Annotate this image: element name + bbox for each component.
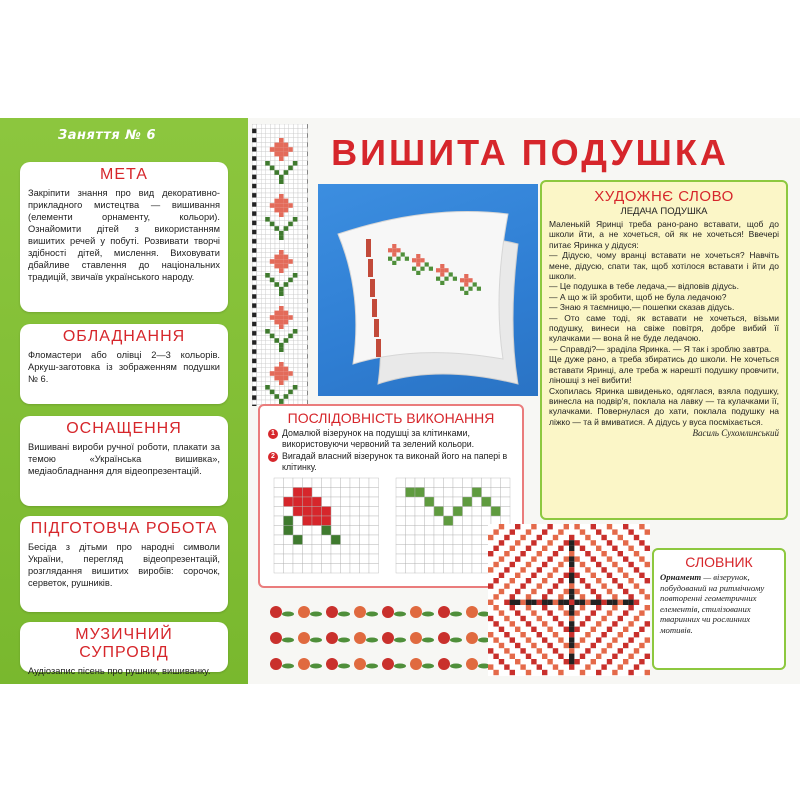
story-line: Маленькій Яринці треба рано-рано вставати, щоб до школи йти, а не хочеться, ой як не хочеться! Ввечері питає Яринка у дідуся: [549, 219, 779, 250]
preparation-text: Бесіда з дітьми про народні символи України, перегляд відеопрезентацій, розглядання вишитих виробів: сорочок, серветок, рушників. [28, 542, 220, 588]
music-heading: МУЗИЧНИЙ СУПРОВІД [75, 626, 173, 661]
red-flower-grid-example [274, 478, 379, 573]
preparation-card [20, 516, 228, 612]
step-text-2: Вигадай власний візерунок та виконай його на папері в клітинку. [282, 451, 508, 472]
story-heading: ХУДОЖНЄ СЛОВО [594, 188, 734, 205]
page-title: ВИШИТА ПОДУШКА [331, 132, 729, 173]
lesson-number: Заняття № 6 [58, 128, 156, 143]
step-text-1: Домалюй візерунок на подушці за клітинками, використовуючи червоний та зелений кольори. [282, 428, 475, 449]
story-line: — Це подушка в тебе ледача,— відповів дідусь. [549, 281, 739, 292]
geometric-embroidery-ornament [488, 524, 650, 676]
flower-border-ornament [262, 596, 488, 678]
glossary-heading: СЛОВНИК [685, 554, 753, 570]
step-number-1: 1 [268, 429, 278, 439]
equipment-heading: ОБЛАДНАННЯ [62, 328, 186, 345]
equipment-card [20, 324, 228, 404]
step-2 [268, 451, 514, 472]
vertical-embroidery-ornament [252, 124, 308, 406]
sequence-box [258, 404, 524, 588]
embroidered-pillow-image [318, 184, 538, 396]
goal-heading: МЕТА [100, 166, 148, 183]
equipment-text: Фломастери або олівці 2—3 кольорів. Аркуш-заготовка із зображенням подушки № 6. [28, 350, 220, 384]
artistic-word-box [540, 180, 788, 520]
story-line: — Дідусю, чому вранці вставати не хочеться? Навчіть мене, дідусю, спати так, щоб хотілося вставати і йти до школи. [549, 250, 779, 282]
materials-heading: ОСНАЩЕННЯ [66, 420, 182, 437]
story-line: — Знаю я таємницю,— пошепки сказав дідусь. [549, 302, 735, 313]
materials-card [20, 416, 228, 506]
materials-text: Вишивані вироби ручної роботи, плакати за темою «Українська вишивка», медіаобладнання для відеопрезентацій. [28, 442, 220, 476]
story-line: Схопилась Яринка швиденько, одяглася, взяла подушку, винесла на подвір'я, поклала на лавку — та кулачками її, кулачками. Повернулася до хати, поклала подушку на ліжко — та й вмиватися. А дідусь у вуса посміхається. [549, 385, 779, 427]
grid-pattern-examples [268, 474, 516, 578]
sequence-heading: ПОСЛІДОВНІСТЬ ВИКОНАННЯ [287, 410, 495, 426]
preparation-heading: ПІДГОТОВЧА РОБОТА [30, 520, 218, 537]
story-subtitle: ЛЕДАЧА ПОДУШКА [620, 206, 708, 217]
goal-card [20, 162, 228, 312]
story-line: — А що ж їй зробити, щоб не була ледачою? [549, 291, 727, 302]
step-number-2: 2 [268, 452, 278, 462]
story-line: Ще дуже рано, а треба збиратись до школи. Не хочеться вставати Яринці, але треба ж нарешті подушку провчити, ліношці з неї вибити! [549, 354, 779, 386]
step-1 [268, 428, 514, 449]
music-text: Аудіозапис пісень про рушник, вишиванку. [28, 666, 211, 676]
story-author: Василь Сухомлинський [692, 428, 779, 439]
goal-text: Закріпити знання про вид декоративно-прикладного мистецтва — вишивання (елементи орнаменту, кольори). Ознайомити дітей з використанням вишитих речей у побуті. Розвивати творчі здібності дітей, мислення. Виховувати дбайливе ставлення до національних традицій, звичаїв українського народу. [28, 188, 220, 282]
glossary-box [652, 548, 786, 670]
glossary-term: Орнамент [660, 572, 702, 582]
pillow-photo [318, 184, 538, 396]
glossary-definition-text: — візерунок, побудований на ритмічному повторенні геометричних елементів, стилізованих тваринних чи рослинних мотивів. [660, 572, 765, 635]
story-line: — Ото саме тоді, як вставати не хочеться, візьми подушку, винеси на свіже повітря, добре вибий її кулачками — вона й не буде ледачою. [549, 312, 779, 344]
story-text [549, 219, 779, 427]
glossary-definition [660, 572, 778, 635]
story-line: — Справді?— зраділа Яринка. — Я так і зроблю завтра. [549, 343, 772, 354]
music-card [20, 622, 228, 676]
